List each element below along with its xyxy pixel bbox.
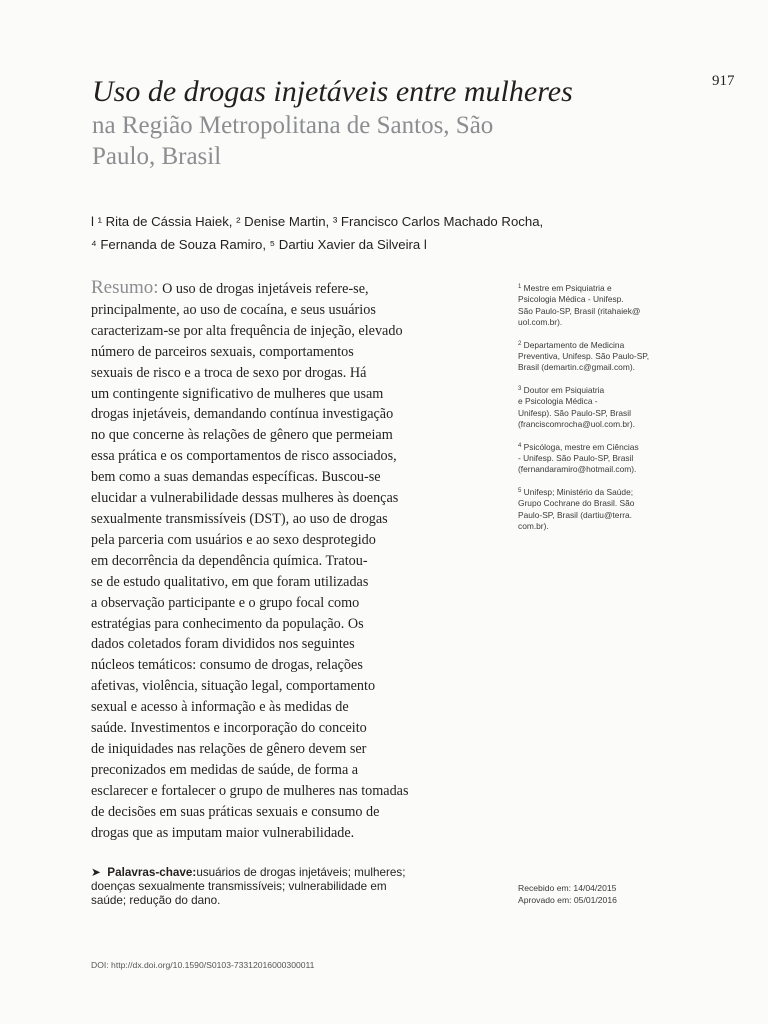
footnote [518,282,678,328]
abstract-line: elucidar a vulnerabilidade dessas mulheres às doenças [91,490,399,507]
title-main: Uso de drogas injetáveis entre mulheres [92,75,573,108]
abstract-line: afetivas, violência, situação legal, comportamento [91,678,376,695]
page-number: 917 [712,73,735,89]
title-subtitle [92,110,652,172]
abstract-line: núcleos temáticos: consumo de drogas, relações [91,657,363,674]
footnote-line: Mestre em Psiquiatria e [523,283,612,293]
keywords-text: usuários de drogas injetáveis; mulheres; [196,866,406,879]
abstract-line: dados coletados foram divididos nos seguintes [91,636,355,653]
footnote-first-line [518,441,678,453]
approved-date: Aprovado em: 05/01/2016 [518,894,617,905]
footnote-first-line [518,486,678,498]
title-subtitle-line: Paulo, Brasil [92,143,222,170]
abstract-line: número de parceiros sexuais, comportamentos [91,343,354,360]
footnote-first-line [518,339,678,351]
footnote-number: 3 [518,386,522,393]
footnote [518,441,678,476]
submission-dates [518,883,617,906]
abstract-line: se de estudo qualitativo, em que foram utilizadas [91,573,369,590]
authors [91,210,543,256]
abstract-line: de iniquidades nas relações de gênero devem ser [91,740,367,757]
footnote-line: Psicóloga, mestre em Ciências [523,441,639,452]
footnote [518,384,678,430]
footnote-line: Grupo Cochrane do Brasil. São [518,498,635,509]
abstract-line: esclarecer e fortalecer o grupo de mulheres nas tomadas [91,782,409,799]
abstract-line: no que concerne às relações de gênero que permeiam [91,427,393,444]
keywords [91,866,451,909]
footnote-line: com.br). [518,521,549,532]
footnote [518,339,678,374]
abstract-line: de decisões em suas práticas sexuais e consumo de [91,803,380,820]
abstract-line: O uso de drogas injetáveis refere-se, [158,281,369,297]
abstract-line: essa prática e os comportamentos de risco associados, [91,448,397,465]
footnote-line: Preventiva, Unifesp. São Paulo-SP, [518,350,650,361]
abstract-line: sexuais de risco e a troca de sexo por drogas. Há [91,364,367,381]
footnote-line: Doutor em Psiquiatria [523,385,605,396]
footnote-line: (franciscomrocha@uol.com.br). [518,418,635,429]
footnote-line: Departamento de Medicina [523,339,625,350]
footnote-line: Brasil (demartin.c@gmail.com). [518,362,635,373]
footnote-number: 4 [518,442,522,449]
title-subtitle-line: na Região Metropolitana de Santos, São [92,112,494,139]
footnote-number: 2 [518,340,522,347]
abstract [91,278,443,843]
abstract-line: sexualmente transmissíveis (DST), ao uso de drogas [91,510,388,527]
footnote-number: 5 [518,488,522,495]
keywords-first-line [91,866,451,880]
footnote-line: Paulo-SP, Brasil (dartiu@terra. [518,509,633,520]
footnote-line: e Psicologia Médica - [518,396,598,407]
footnote-first-line [518,384,678,396]
abstract-first-line [91,278,443,300]
author-footnotes [518,282,678,543]
footnote [518,486,678,532]
footnote-line: Psicologia Médica - Unifesp. [518,294,624,305]
arrow-icon: ➤ [91,866,101,879]
abstract-line: um contingente significativo de mulheres que usam [91,385,384,402]
abstract-line: drogas que as imputam maior vulnerabilidade. [91,824,355,841]
footnote-line: Unifesp; Ministério da Saúde; [523,487,634,498]
abstract-line: pela parceria com usuários e ao sexo desprotegido [91,531,376,548]
footnote-line: - Unifesp. São Paulo-SP, Brasil [518,453,634,464]
abstract-line: a observação participante e o grupo focal como [91,594,360,611]
abstract-line: preconizados em medidas de saúde, de forma a [91,761,359,778]
abstract-line: saúde. Investimentos e incorporação do conceito [91,720,367,737]
footnote-line: uol.com.br). [518,316,563,327]
footnote-first-line [518,282,678,294]
abstract-line: bem como a suas demandas específicas. Buscou-se [91,469,381,486]
footnote-line: Unifesp). São Paulo-SP, Brasil [518,407,631,418]
article-title [92,74,652,172]
keywords-text: doenças sexualmente transmissíveis; vulnerabilidade em [91,880,387,894]
authors-line: l ¹ Rita de Cássia Haiek, ² Denise Martin, ³ Francisco Carlos Machado Rocha, [91,214,544,229]
doi-link[interactable]: DOI: http://dx.doi.org/10.1590/S0103-73312016000300011 [91,960,315,970]
abstract-line: principalmente, ao uso de cocaína, e seus usuários [91,301,376,318]
keywords-label: Palavras-chave: [107,866,197,879]
abstract-line: estratégias para conhecimento da população. Os [91,615,364,632]
abstract-line: drogas injetáveis, demandando contínua investigação [91,406,394,423]
abstract-label: Resumo: [91,277,159,298]
received-date: Recebido em: 14/04/2015 [518,883,617,893]
abstract-line: em decorrência da dependência química. Tratou- [91,552,368,569]
footnote-number: 1 [518,284,522,290]
footnote-line: São Paulo-SP, Brasil (ritahaiek@ [518,305,641,316]
keywords-text: saúde; redução do dano. [91,894,221,908]
footnote-line: (fernandaramiro@hotmail.com). [518,464,637,475]
authors-line: ⁴ Fernanda de Souza Ramiro, ⁵ Dartiu Xavier da Silveira l [91,237,427,252]
abstract-line: caracterizam-se por alta frequência de injeção, elevado [91,322,403,339]
abstract-line: sexual e acesso à informação e às medidas de [91,699,349,716]
